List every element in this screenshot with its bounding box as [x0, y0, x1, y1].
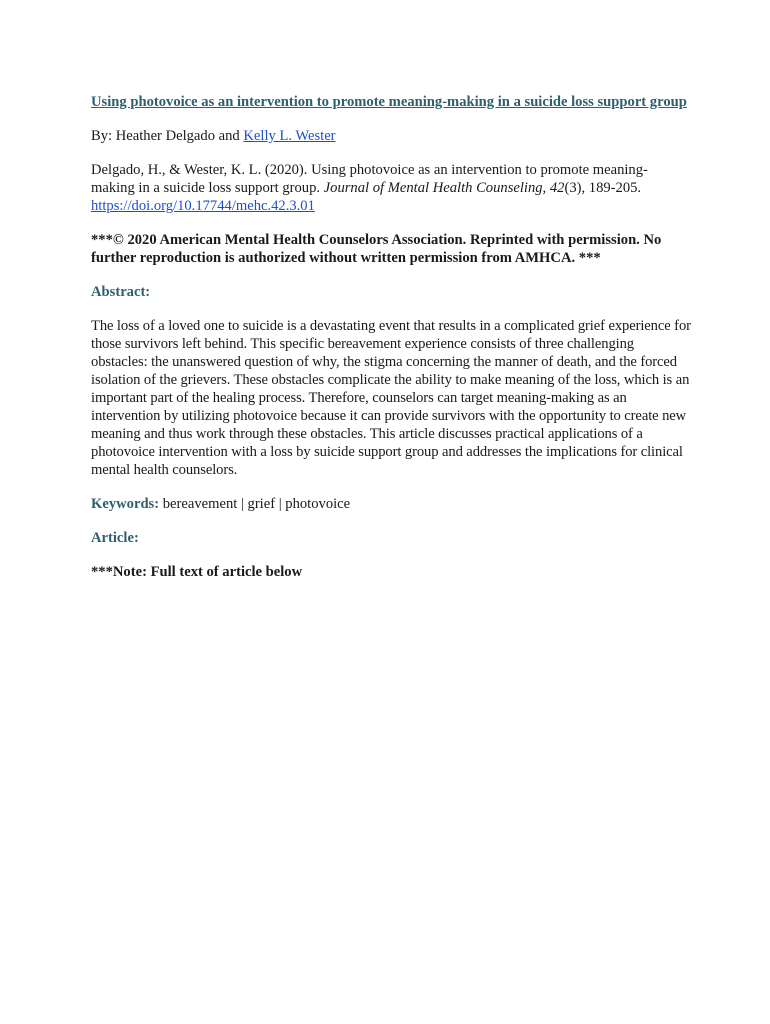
abstract-heading: Abstract: — [91, 284, 151, 300]
byline-prefix: By: Heather Delgado and — [91, 128, 244, 144]
keywords-label: Keywords: — [91, 496, 160, 512]
keywords-value: bereavement | grief | photovoice — [159, 496, 351, 512]
article-title-link[interactable]: Using photovoice as an intervention to promote meaning-making in a suicide loss support group — [91, 94, 687, 110]
citation — [91, 161, 691, 215]
abstract-body: The loss of a loved one to suicide is a devastating event that results in a complicated grief experience for those survivors left behind. This specific bereavement experience consists of three challenging obstacles: the unanswered question of why, the stigma concerning the manner of death, and the forced isolation of the grievers. These obstacles complicate the ability to make meaning of the loss, which is an important part of the healing process. Therefore, counselors can target meaning-making as an intervention by utilizing photovoice because it can provide survivors with the opportunity to create new meaning and thus work through these obstacles. This article discusses practical applications of a photovoice intervention with a loss by suicide support group and addresses the implications for clinical mental health counselors. — [91, 318, 691, 478]
full-text-note: ***Note: Full text of article below — [91, 564, 303, 580]
document-content — [91, 94, 691, 597]
keywords-line — [91, 495, 691, 513]
citation-journal: Journal of Mental Health Counseling, 42 — [323, 180, 565, 196]
doi-link[interactable]: https://doi.org/10.17744/mehc.42.3.01 — [91, 198, 315, 214]
copyright-notice: ***© 2020 American Mental Health Counselors Association. Reprinted with permission. No further reproduction is authorized without written permission from AMHCA. *** — [91, 232, 662, 266]
citation-text: Delgado, H., & Wester, K. L. (2020). Using photovoice as an intervention to promote meaning-making in a suicide loss support group. — [91, 162, 648, 196]
byline — [91, 127, 691, 145]
author-link[interactable]: Kelly L. Wester — [243, 128, 336, 144]
article-heading: Article: — [91, 530, 139, 546]
citation-pages: (3), 189-205. — [564, 180, 642, 196]
